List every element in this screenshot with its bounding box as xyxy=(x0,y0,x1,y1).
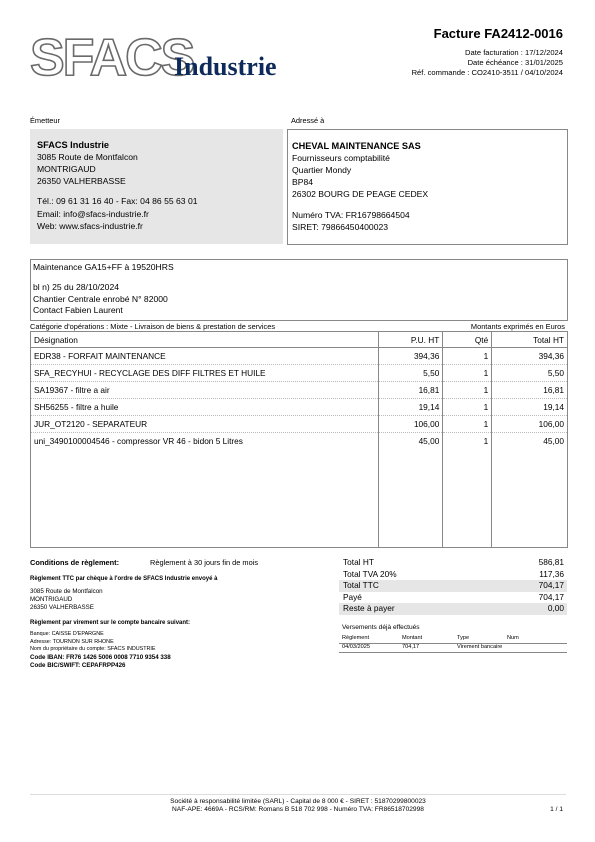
bank-address: Adresse: TOURNON SUR RHONE xyxy=(30,639,114,645)
recipient-address-line: BP84 xyxy=(292,177,314,187)
payments-col-montant: Montant xyxy=(402,635,423,641)
item-unit-price: 19,14 xyxy=(379,399,443,416)
item-quantity: 1 xyxy=(443,416,492,433)
recipient-address-line: 26302 BOURG DE PEAGE CEDEX xyxy=(292,189,429,199)
paid-label: Payé xyxy=(343,591,362,602)
company-logo xyxy=(30,29,290,87)
total-ht-value: 586,81 xyxy=(538,557,564,567)
emitter-phone: Tél.: 09 61 31 16 40 - Fax: 04 86 55 63 01 xyxy=(37,196,198,206)
payment-type: Virement bancaire xyxy=(457,644,503,650)
payments-col-num: Num xyxy=(507,635,519,641)
emitter-website[interactable]: Web: www.sfacs-industrie.fr xyxy=(37,221,143,231)
item-quantity: 1 xyxy=(443,433,492,450)
payment-conditions-label: Conditions de règlement: xyxy=(30,558,120,567)
transfer-payment-title: Règlement par virement sur le compte bancaire suivant: xyxy=(30,620,191,626)
emitter-label: Émetteur xyxy=(30,116,60,125)
table-filler-row xyxy=(31,449,568,548)
item-designation: uni_3490100004546 - compressor VR 46 - bidon 5 Litres xyxy=(31,433,379,450)
order-info-line: Contact Fabien Laurent xyxy=(33,305,123,315)
order-info-box xyxy=(30,259,568,321)
table-row xyxy=(31,399,568,416)
recipient-box xyxy=(287,129,568,245)
emitter-address-line: MONTRIGAUD xyxy=(37,164,96,174)
item-quantity: 1 xyxy=(443,382,492,399)
payment-date: 04/03/2025 xyxy=(342,644,370,650)
table-row xyxy=(31,382,568,399)
recipient-siret: SIRET: 79866450400023 xyxy=(292,222,389,232)
item-total: 394,36 xyxy=(492,348,568,365)
invoice-due-date: Date échéance : 31/01/2025 xyxy=(467,58,563,67)
currency-note: Montants exprimés en Euros xyxy=(470,322,565,331)
item-unit-price: 106,00 xyxy=(379,416,443,433)
account-owner: Nom du propriétaire du compte: SFACS INDUSTRIE xyxy=(30,646,156,652)
payments-made-title: Versements déjà effectués xyxy=(342,624,420,631)
item-quantity: 1 xyxy=(443,365,492,382)
payments-row xyxy=(339,644,567,653)
bank-name: Banque: CAISSE D'EPARGNE xyxy=(30,631,104,637)
footer-legal-line: Société à responsabilité limitée (SARL) - Capital de 8 000 € - SIRET : 51870299800023 xyxy=(170,798,426,805)
item-unit-price: 45,00 xyxy=(379,433,443,450)
table-row xyxy=(31,348,568,365)
col-header-designation: Désignation xyxy=(31,332,379,348)
items-table xyxy=(30,331,568,548)
cheque-payment-title: Règlement TTC par chèque à l'ordre de SFACS Industrie envoyé à xyxy=(30,576,218,582)
recipient-address-line: Quartier Mondy xyxy=(292,165,352,175)
table-header-row xyxy=(31,332,568,348)
payment-conditions-value: Règlement à 30 jours fin de mois xyxy=(150,558,259,567)
order-info-line: Chantier Centrale enrobé N° 82000 xyxy=(33,294,168,304)
recipient-name: CHEVAL MAINTENANCE SAS xyxy=(292,141,421,151)
emitter-box xyxy=(30,129,283,244)
item-quantity: 1 xyxy=(443,348,492,365)
item-unit-price: 394,36 xyxy=(379,348,443,365)
total-tva-label: Total TVA 20% xyxy=(343,568,397,579)
table-row xyxy=(31,416,568,433)
total-ttc-row xyxy=(339,580,567,592)
paid-row xyxy=(339,592,567,604)
item-designation: SA19367 - filtre a air xyxy=(31,382,379,399)
order-reference: Réf. commande : CO2410-3511 / 04/10/2024 xyxy=(411,68,563,77)
order-info-line: Maintenance GA15+FF à 19520HRS xyxy=(33,262,174,272)
emitter-name: SFACS Industrie xyxy=(37,140,109,150)
item-total: 5,50 xyxy=(492,365,568,382)
total-ttc-value: 704,17 xyxy=(538,580,564,590)
item-designation: SFA_RECYHUI - RECYCLAGE DES DIFF FILTRES ET HUILE xyxy=(31,365,379,382)
item-total: 106,00 xyxy=(492,416,568,433)
payment-amount: 704,17 xyxy=(402,644,420,650)
item-unit-price: 16,81 xyxy=(379,382,443,399)
operation-category: Catégorie d'opérations : Mixte - Livraison de biens & prestation de services xyxy=(30,322,276,331)
total-tva-value: 117,36 xyxy=(539,568,564,579)
item-total: 16,81 xyxy=(492,382,568,399)
emitter-address-line: 26350 VALHERBASSE xyxy=(37,176,126,186)
payments-col-reglement: Règlement xyxy=(342,635,370,641)
remaining-value: 0,00 xyxy=(547,603,564,613)
footer-divider xyxy=(30,794,566,795)
item-unit-price: 5,50 xyxy=(379,365,443,382)
emitter-address-line: 3085 Route de Montfalcon xyxy=(37,152,138,162)
total-ht-label: Total HT xyxy=(343,557,374,567)
cheque-address-line: 26350 VALHERBASSE xyxy=(30,604,94,611)
total-ht-row xyxy=(339,557,567,569)
order-info-line: bl n) 25 du 28/10/2024 xyxy=(33,282,120,292)
logo-brand: SFACS xyxy=(30,29,194,87)
item-designation: JUR_OT2120 - SEPARATEUR xyxy=(31,416,379,433)
col-header-unit-price: P.U. HT xyxy=(379,332,443,348)
page-number: 1 / 1 xyxy=(550,806,563,813)
iban-code: Code IBAN: FR76 1426 5006 0008 7710 9354 338 xyxy=(30,654,171,661)
item-total: 19,14 xyxy=(492,399,568,416)
bic-code: Code BIC/SWIFT: CEPAFRPP426 xyxy=(30,662,126,669)
payments-col-type: Type xyxy=(457,635,470,641)
item-designation: EDR38 - FORFAIT MAINTENANCE xyxy=(31,348,379,365)
recipient-label: Adressé à xyxy=(291,116,325,125)
cheque-address-line: MONTRIGAUD xyxy=(30,596,73,603)
invoice-title: Facture FA2412-0016 xyxy=(433,26,563,41)
remaining-label: Reste à payer xyxy=(343,603,395,613)
item-designation: SH56255 - filtre a huile xyxy=(31,399,379,416)
payments-header-row xyxy=(339,635,567,644)
logo-suffix: Industrie xyxy=(174,52,277,81)
recipient-address-line: Fournisseurs comptabilité xyxy=(292,153,390,163)
paid-value: 704,17 xyxy=(538,591,564,602)
table-row xyxy=(31,365,568,382)
total-tva-row xyxy=(339,569,567,581)
recipient-vat: Numéro TVA: FR16798664504 xyxy=(292,210,410,220)
item-total: 45,00 xyxy=(492,433,568,450)
remaining-row xyxy=(339,603,567,615)
col-header-total: Total HT xyxy=(492,332,568,348)
emitter-email[interactable]: Email: info@sfacs-industrie.fr xyxy=(37,209,149,219)
cheque-address-line: 3085 Route de Montfalcon xyxy=(30,588,103,595)
total-ttc-label: Total TTC xyxy=(343,580,379,590)
invoice-date: Date facturation : 17/12/2024 xyxy=(465,48,563,57)
footer-legal-line: NAF-APE: 4669A - RCS/RM: Romans B 518 702 998 - Numéro TVA: FR86518702998 xyxy=(172,806,424,813)
table-row xyxy=(31,433,568,450)
col-header-quantity: Qté xyxy=(443,332,492,348)
item-quantity: 1 xyxy=(443,399,492,416)
